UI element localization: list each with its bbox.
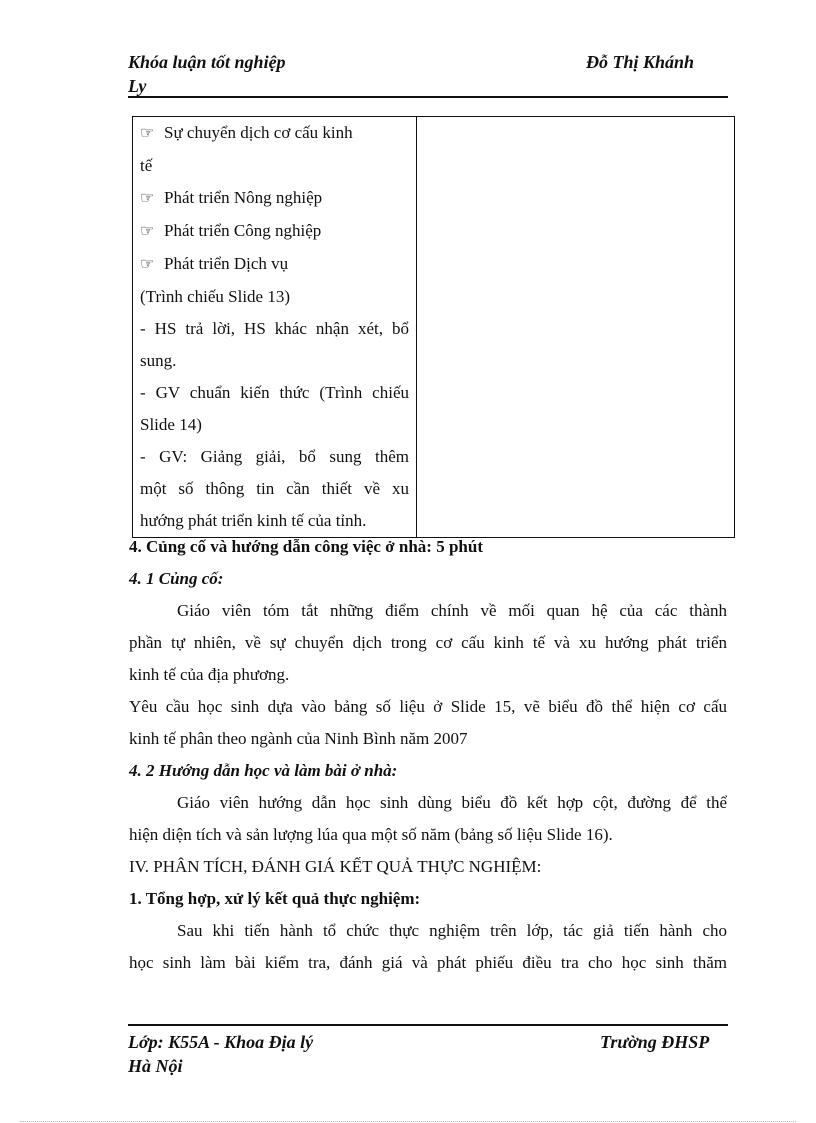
page-bottom-divider [20, 1121, 796, 1122]
page-footer-left [128, 1030, 313, 1078]
subsection-heading: 4. 2 Hướng dẫn học và làm bài ở nhà: [129, 761, 398, 780]
activity-line: - GV chuẩn kiến thức (Trình chiếu [140, 383, 409, 402]
paragraph-line: Giáo viên tóm tắt những điểm chính về mối quan hệ của các thành [177, 601, 727, 620]
activity-line: Slide 14) [140, 415, 202, 434]
paragraph-line: Sau khi tiến hành tổ chức thực nghiệm trên lớp, tác giả tiến hành cho [177, 921, 727, 940]
activity-line: sung. [140, 351, 177, 370]
paragraph-line: phần tự nhiên, về sự chuyển dịch trong cơ cấu kinh tế và xu hướng phát triển [129, 633, 727, 652]
slide-note: (Trình chiếu Slide 13) [140, 287, 291, 306]
list-item: ☞ Phát triển Công nghiệp [133, 215, 416, 248]
activity-line: - HS trả lời, HS khác nhận xét, bổ [140, 319, 409, 338]
footer-class-dept: Lớp: K55A - Khoa Địa lý [128, 1032, 314, 1052]
content-cell [417, 117, 735, 538]
header-author-surname: Ly [128, 76, 147, 96]
pointing-hand-icon: ☞ [140, 256, 155, 273]
footer-city: Hà Nội [128, 1056, 183, 1076]
subsection-heading: 1. Tổng hợp, xử lý kết quả thực nghiệm: [129, 889, 421, 908]
paragraph-line: Yêu cầu học sinh dựa vào bảng số liệu ở Slide 15, vẽ biểu đồ thể hiện cơ cấu [129, 697, 727, 716]
lesson-activity-table [132, 116, 735, 538]
paragraph-line: kinh tế phân theo ngành của Ninh Bình năm 2007 [129, 729, 468, 748]
list-item: ☞ Phát triển Nông nghiệp [133, 182, 416, 215]
footer-university: Trường ĐHSP [600, 1032, 710, 1052]
paragraph-line: Giáo viên hướng dẫn học sinh dùng biểu đồ kết hợp cột, đường để thể [177, 793, 727, 812]
activity-line: một số thông tin cần thiết về xu [140, 479, 409, 498]
footer-rule [128, 1024, 728, 1026]
header-author-name: Đỗ Thị Khánh [586, 52, 695, 72]
list-item: ☞ Phát triển Dịch vụ [133, 248, 416, 281]
activity-line: - GV: Giảng giải, bổ sung thêm [140, 447, 409, 466]
activity-line: hướng phát triển kinh tế của tỉnh. [140, 511, 367, 530]
paragraph-line: học sinh làm bài kiểm tra, đánh giá và phát phiếu điều tra cho học sinh thăm [129, 953, 727, 972]
header-thesis-title: Khóa luận tốt nghiệp [128, 52, 286, 72]
pointing-hand-icon: ☞ [140, 125, 155, 142]
section-4 [129, 531, 727, 979]
header-rule [128, 96, 728, 98]
section-heading: IV. PHÂN TÍCH, ĐÁNH GIÁ KẾT QUẢ THỰC NGHIỆM: [129, 857, 542, 876]
paragraph-line: kinh tế của địa phương. [129, 665, 290, 684]
list-item-continuation: tế [140, 156, 153, 175]
list-item: ☞ Sự chuyển dịch cơ cấu kinh [133, 117, 416, 150]
subsection-heading: 4. 1 Củng cố: [129, 569, 224, 588]
section-heading: 4. Củng cố và hướng dẫn công việc ở nhà: 5 phút [129, 537, 483, 556]
pointing-hand-icon: ☞ [140, 223, 155, 240]
table-row [133, 117, 735, 538]
teacher-student-activity-cell [133, 117, 417, 538]
paragraph-line: hiện diện tích và sản lượng lúa qua một số năm (bảng số liệu Slide 16). [129, 825, 613, 844]
pointing-hand-icon: ☞ [140, 190, 155, 207]
